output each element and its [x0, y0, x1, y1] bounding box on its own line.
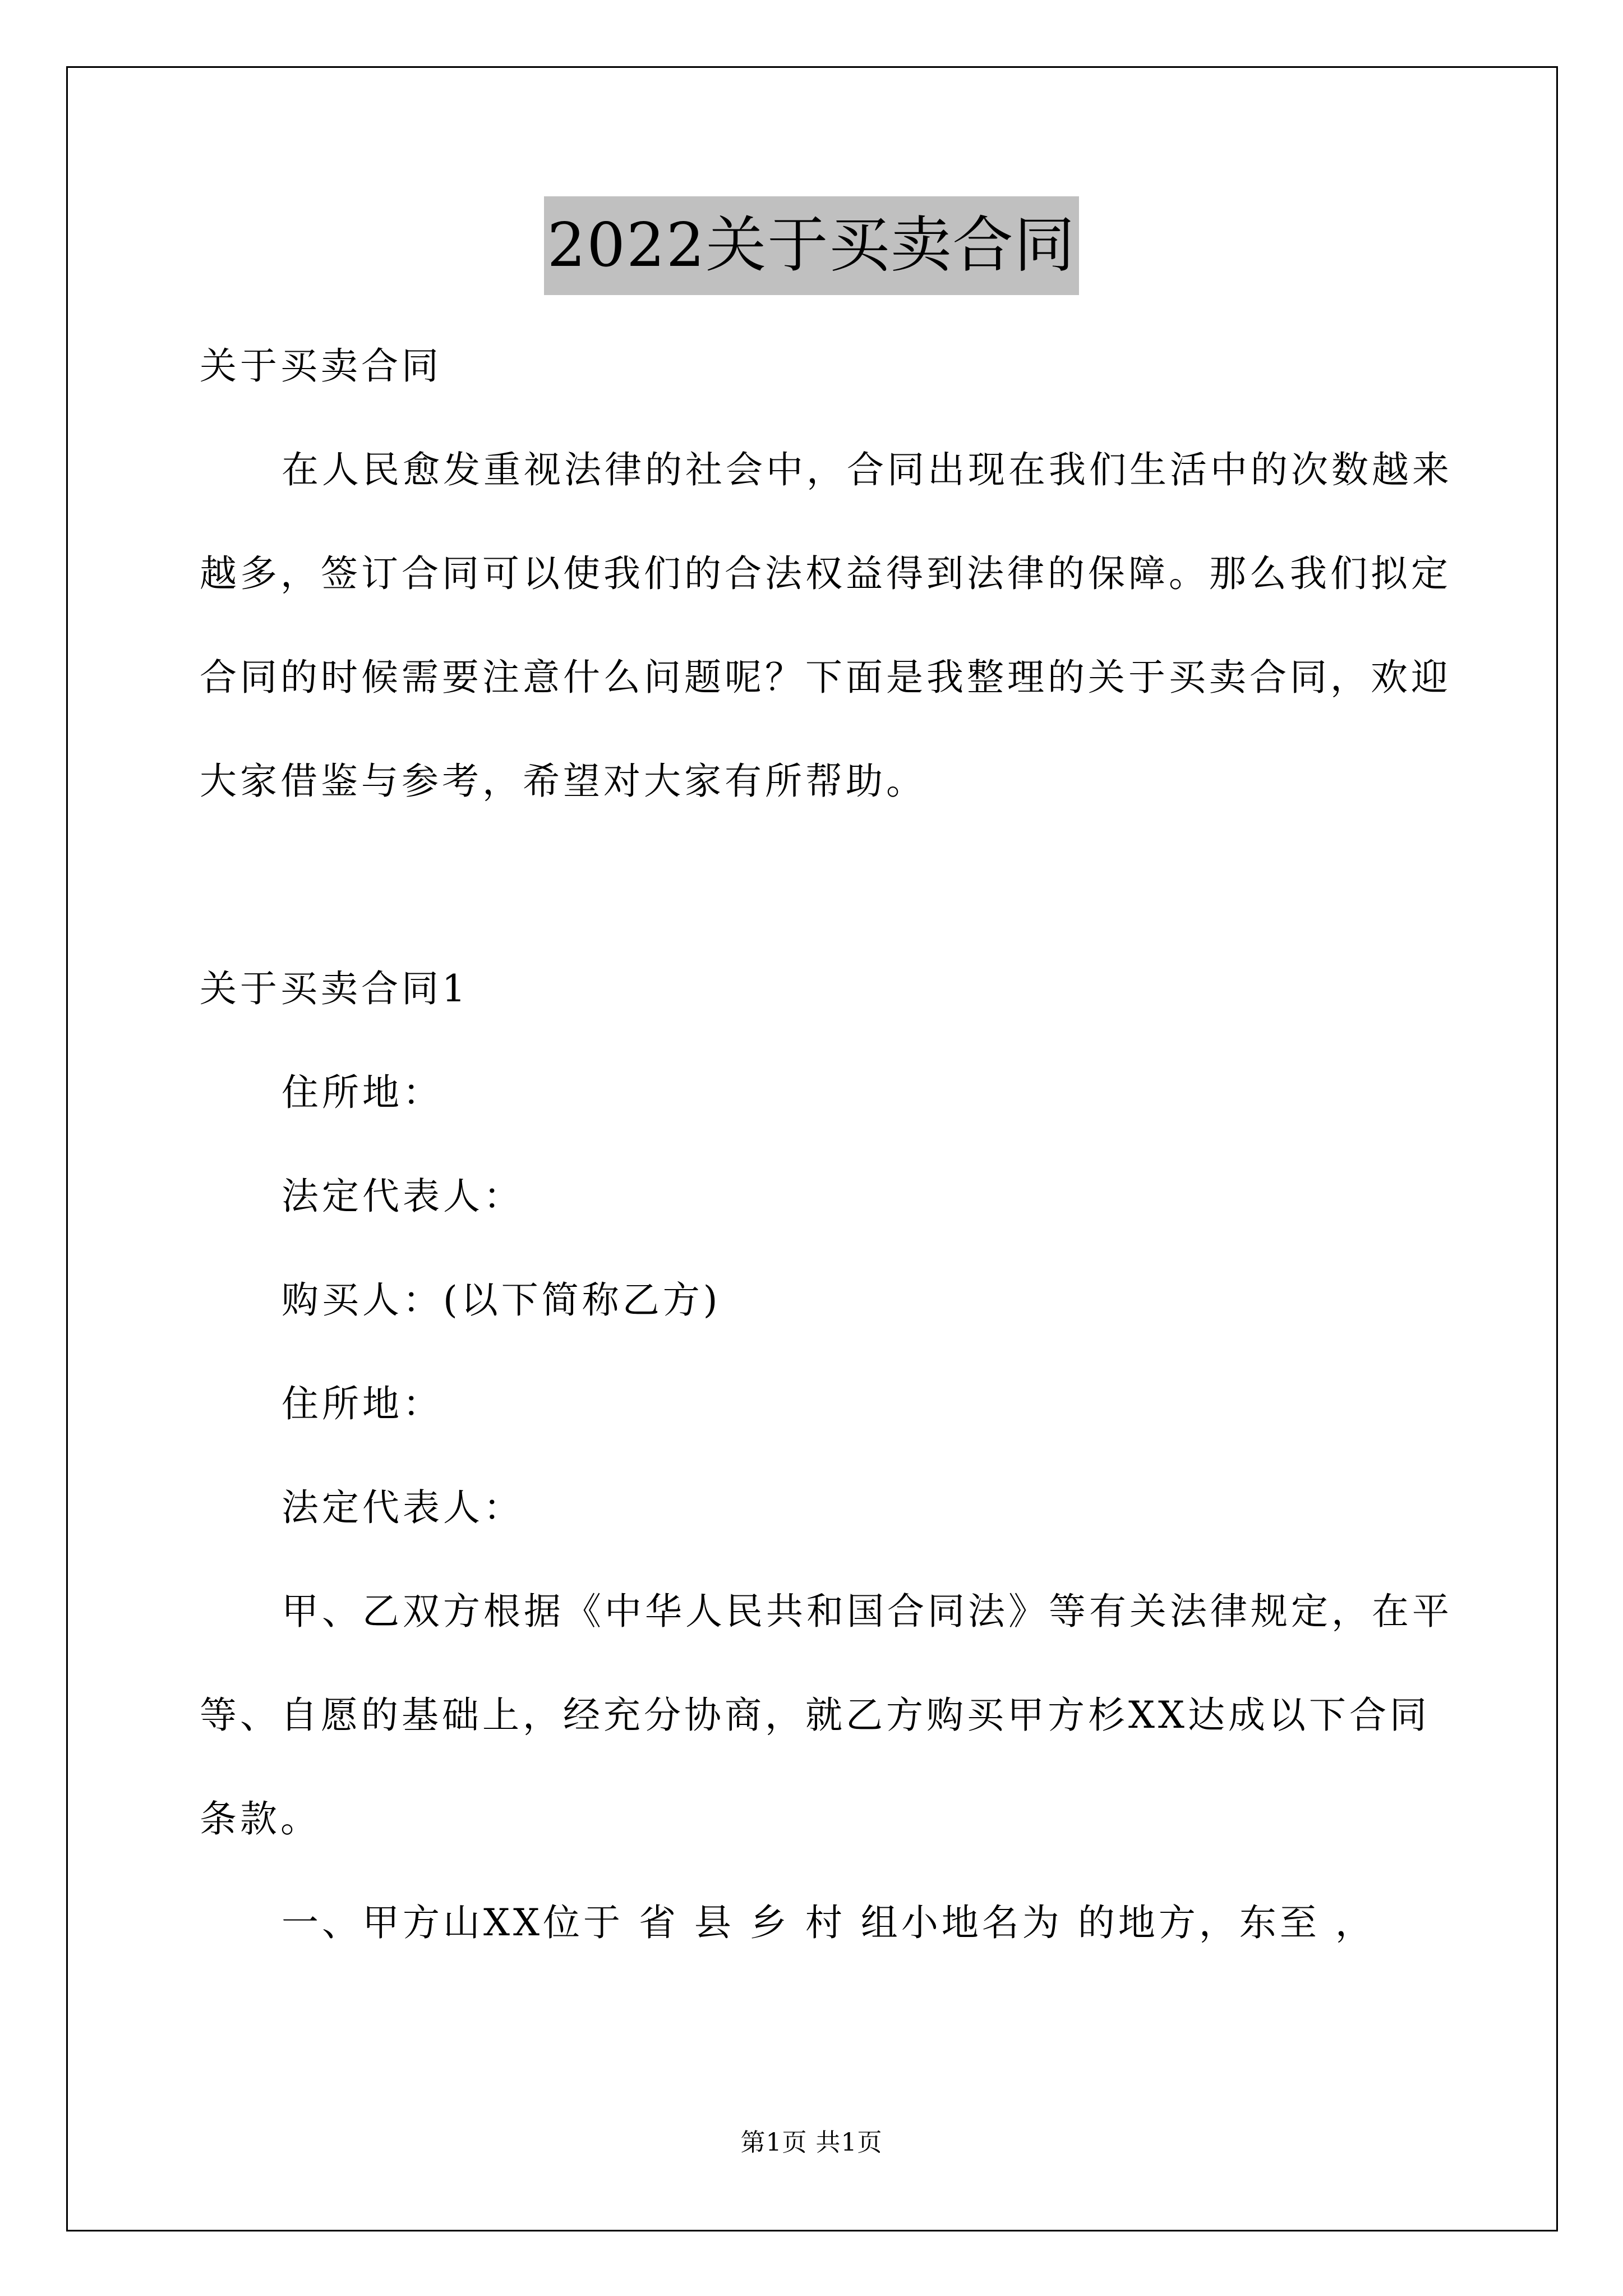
document-title: 2022关于买卖合同 [544, 196, 1080, 295]
seller-address-line: 住所地： [282, 1071, 443, 1114]
buyer-line: 购买人：(以下简称乙方) [282, 1278, 721, 1322]
page-footer: 第1页 共1页 [740, 2128, 883, 2157]
document-body [200, 314, 1456, 1975]
contract-heading: 关于买卖合同1 [200, 967, 469, 1010]
buyer-representative-line: 法定代表人： [282, 1486, 524, 1529]
title-container [0, 196, 1623, 295]
intro-paragraph: 在人民愈发重视法律的社会中，合同出现在我们生活中的次数越来越多，签订合同可以使我们的合法权益得到法律的保障。那么我们拟定合同的时候需要注意什么问题呢？下面是我整理的关于买卖合同，欢迎大家借鉴与参考，希望对大家有所帮助。 [200, 448, 1453, 803]
section-heading: 关于买卖合同 [200, 344, 442, 388]
blank-line [200, 833, 1456, 937]
buyer-address-line: 住所地： [282, 1382, 443, 1425]
clause-one-paragraph: 一、甲方山XX位于 省 县 乡 村 组小地名为 的地方，东至 ， [282, 1901, 1376, 1944]
seller-representative-line: 法定代表人： [282, 1175, 524, 1218]
agreement-paragraph: 甲、乙双方根据《中华人民共和国合同法》等有关法律规定，在平等、自愿的基础上，经充分协商，就乙方购买甲方杉XX达成以下合同条款。 [200, 1590, 1453, 1841]
